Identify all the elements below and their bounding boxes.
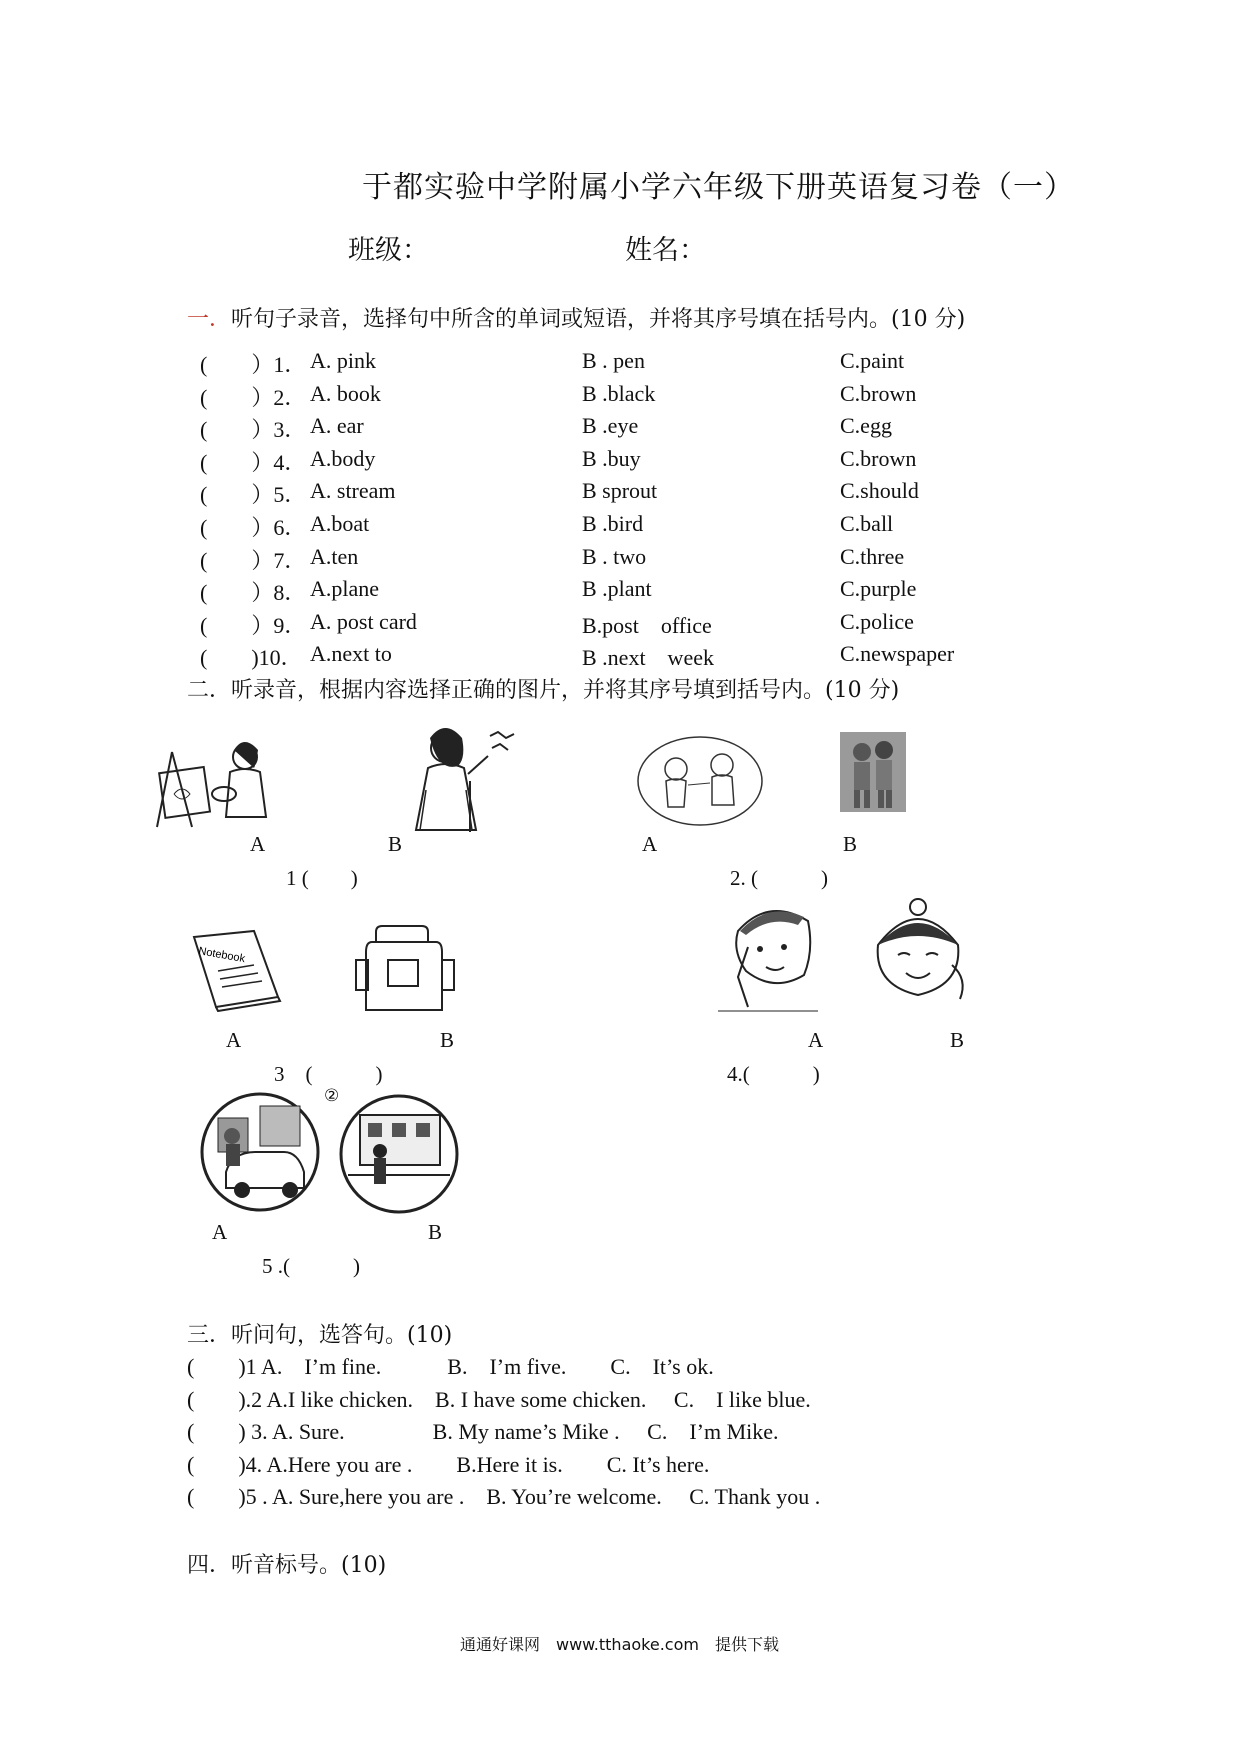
q3-number: ( ）3． (200, 417, 307, 443)
q9-number: ( ）9． (200, 612, 307, 638)
page-title: 于都实验中学附属小学六年级下册英语复习卷（一） (362, 170, 1075, 205)
q8-option-a: A.plane (310, 576, 380, 602)
q6-option-c: C.ball (840, 511, 894, 536)
q2-option-a-label: A (642, 832, 658, 856)
taxi-street-picture (198, 1088, 323, 1213)
q2-option-a: A. book (310, 380, 381, 406)
q7-option-a: A.ten (310, 543, 359, 569)
section-1-text: 听句子录音，选择句中所含的单词或短语，并将其序号填在括号内。(10 分) (231, 307, 966, 332)
q5-option-b-label: B (428, 1220, 443, 1244)
q4-option-c: C.brown (840, 445, 917, 471)
q10-option-c: C.newspaper (840, 641, 955, 667)
q5-option-b: B sprout (582, 478, 658, 504)
q4-number: ( ）4． (200, 449, 307, 475)
dialog-question-4: ( )4. A.Here you are . B.Here it is. C. It’s here. (187, 1451, 710, 1477)
q8-option-c: C.purple (840, 576, 917, 602)
dialog-question-2: ( ).2 A.I like chicken. B. I have some chicken. C. I like blue. (187, 1386, 811, 1412)
q7-option-b: B . two (582, 543, 647, 569)
q3-option-a-label: A (226, 1028, 242, 1052)
q10-number: ( )10． (200, 645, 303, 671)
children-photo-picture (840, 732, 906, 812)
q5-number: ( ）5． (200, 482, 307, 508)
q6-option-a: A.boat (310, 511, 370, 536)
q7-option-c: C.three (840, 543, 905, 569)
q4-option-a-label: A (808, 1028, 824, 1052)
q2-option-b: B .black (582, 380, 656, 406)
q2-answer-blank: 2. ( ) (730, 866, 828, 890)
q9-option-c: C.police (840, 608, 914, 634)
q5-option-a: A. stream (310, 478, 396, 504)
q1-answer-blank: 1 ( ) (286, 866, 358, 890)
q3-option-c: C.egg (840, 413, 892, 439)
q5-answer-blank: 5 .( ) (262, 1254, 360, 1278)
q1-option-b: B . pen (582, 348, 645, 373)
picture-number-2: ② (324, 1086, 340, 1106)
page-footer: 通通好课网 www.tthaoke.com 提供下载 (460, 1635, 779, 1654)
q6-number: ( ）6． (200, 515, 307, 540)
q3-option-b-label: B (440, 1028, 455, 1052)
q2-option-c: C.brown (840, 380, 917, 406)
section-1-heading (187, 302, 965, 333)
q4-answer-blank: 4.( ) (727, 1062, 820, 1086)
dialog-question-1: ( )1 A. I’m fine. B. I’m five. C. It’s ok. (187, 1354, 714, 1379)
q4-option-a: A.body (310, 445, 376, 471)
q9-option-b: B.post office (582, 612, 712, 638)
q1-option-b-label: B (388, 832, 403, 856)
notebook-picture (188, 927, 283, 1012)
q1-number: ( ）1． (200, 352, 307, 377)
q3-answer-blank: 3 ( ) (274, 1062, 383, 1086)
two-children-meeting-picture (636, 735, 764, 827)
notebook-cover-text: Notebook (197, 945, 246, 966)
section-4-heading: 四．听音标号。(10) (187, 1553, 387, 1578)
q3-option-a: A. ear (310, 413, 364, 439)
q1-option-a-label: A (250, 832, 266, 856)
q10-option-a: A.next to (310, 641, 392, 667)
boy-pointing-eye-picture (718, 897, 824, 1015)
singing-woman-picture (400, 726, 515, 836)
section-1-number: 一． (187, 307, 232, 332)
section-3-heading: 三．听问句，选答句。(10) (187, 1323, 453, 1348)
q9-option-a: A. post card (310, 608, 417, 634)
q5-option-c: C.should (840, 478, 919, 504)
q10-option-b: B .next week (582, 645, 714, 671)
dialog-question-5: ( )5 . A. Sure,here you are . B. You’re welcome. C. Thank you . (187, 1484, 821, 1510)
dialog-question-3: ( ) 3. A. Sure. B. My name’s Mike . C. I’m Mike. (187, 1419, 779, 1445)
q8-number: ( ）8． (200, 580, 307, 606)
painting-woman-picture (152, 732, 277, 832)
section-2-heading: 二．听录音，根据内容选择正确的图片，并将其序号填到括号内。(10 分) (187, 678, 900, 703)
q1-option-a: A. pink (310, 348, 376, 373)
q5-option-a-label: A (212, 1220, 228, 1244)
q4-option-b: B .buy (582, 445, 641, 471)
subway-station-picture (338, 1093, 460, 1215)
name-label: 姓名： (625, 235, 706, 266)
q6-option-b: B .bird (582, 511, 644, 536)
q2-option-b-label: B (843, 832, 858, 856)
q1-option-c: C.paint (840, 348, 905, 373)
q8-option-b: B .plant (582, 576, 652, 602)
q4-option-b-label: B (950, 1028, 965, 1052)
q2-number: ( ）2． (200, 384, 307, 410)
class-label: 班级： (348, 235, 429, 266)
q7-number: ( ）7． (200, 547, 307, 573)
q3-option-b: B .eye (582, 413, 639, 439)
backpack-picture (352, 920, 457, 1012)
girl-touching-face-picture (862, 895, 974, 1010)
